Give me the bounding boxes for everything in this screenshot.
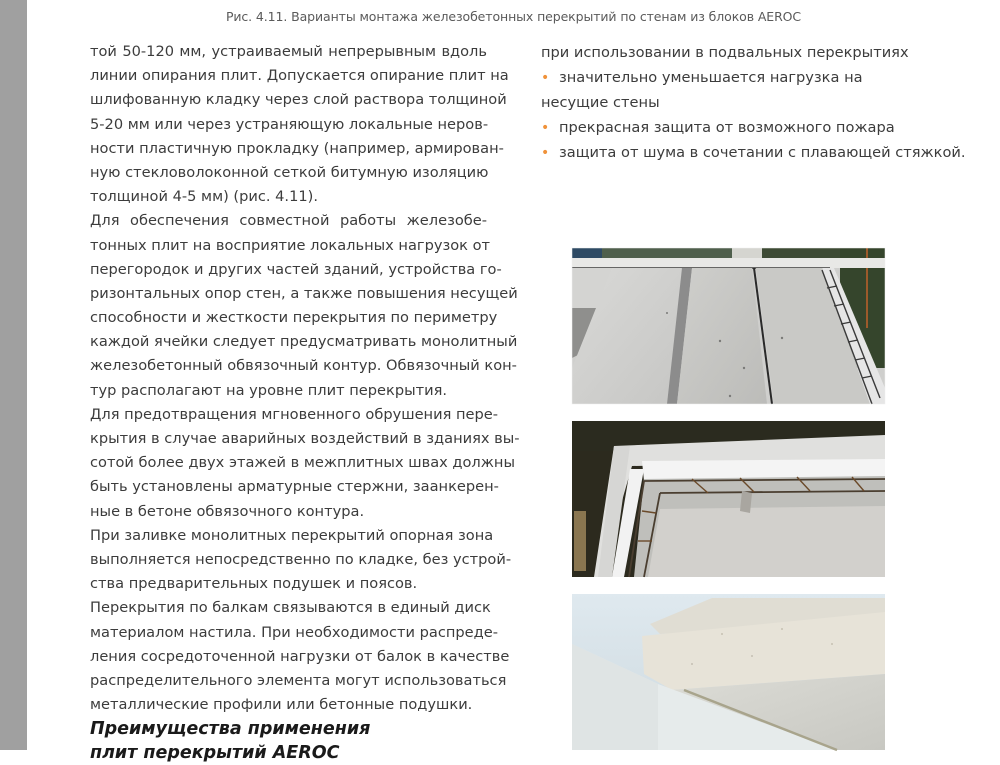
bullet-text: защита от шума в сочетании с плавающей стяжкой. bbox=[559, 144, 966, 161]
bullet-text: прекрасная защита от возможного пожара bbox=[559, 119, 895, 136]
text-line: ризонтальных опор стен, а также повышения несущей bbox=[90, 284, 518, 302]
paragraph-2 bbox=[90, 209, 518, 403]
document-page bbox=[27, 0, 1000, 764]
text-line bbox=[541, 40, 961, 65]
text-line: сотой более двух этажей в межплитных швах должны bbox=[90, 454, 515, 472]
text-line: железобетонный обвязочный контур. Обвязочный кон- bbox=[90, 357, 517, 375]
text-line: ную стекловолоконной сеткой битумную изоляцию bbox=[90, 163, 489, 181]
paragraph-4 bbox=[90, 524, 512, 597]
text-line: тур располагают на уровне плит перекрытия. bbox=[90, 381, 448, 399]
figure-caption: Рис. 4.11. Варианты монтажа железобетонных перекрытий по стенам из блоков AEROC bbox=[225, 9, 802, 24]
text-line: ления сосредоточенной нагрузки от балок в качестве bbox=[90, 647, 510, 665]
right-text-column bbox=[541, 40, 966, 165]
line-text: при использовании в подвальных перекрытиях bbox=[541, 44, 909, 61]
text-line: ства предварительных подушек и поясов. bbox=[90, 575, 418, 593]
text-line: линии опирания плит. Допускается опирание плит на bbox=[90, 67, 509, 85]
line-text: несущие стены bbox=[541, 94, 660, 111]
text-line: При заливке монолитных перекрытий опорная зона bbox=[90, 526, 494, 544]
text-line: перегородок и других частей зданий, устройства го- bbox=[90, 260, 502, 278]
text-line: Перекрытия по балкам связываются в единый диск bbox=[90, 599, 491, 617]
text-line: тонных плит на восприятие локальных нагрузок от bbox=[90, 236, 491, 254]
heading-line: Преимущества применения bbox=[90, 719, 371, 740]
bullet-icon: • bbox=[541, 120, 550, 136]
paragraph-1 bbox=[90, 40, 509, 209]
text-line: каждой ячейки следует предусматривать монолитный bbox=[90, 333, 518, 351]
paragraph-3 bbox=[90, 403, 520, 524]
text-line: 5-20 мм или через устраняющую локальные неров- bbox=[90, 115, 489, 133]
photo-bearing-image bbox=[572, 594, 885, 750]
paragraph-5 bbox=[90, 596, 510, 717]
bullet-item bbox=[541, 140, 966, 165]
left-text-column bbox=[90, 40, 520, 765]
text-line bbox=[541, 90, 961, 115]
text-line: металлические профили или бетонные подушки. bbox=[90, 696, 473, 714]
text-line: распределительного элемента могут использоваться bbox=[90, 671, 507, 689]
text-line: крытия в случае аварийных воздействий в зданиях вы- bbox=[90, 430, 520, 447]
text-line: выполняется непосредственно по кладке, без устрой- bbox=[90, 550, 512, 568]
text-line: ности пластичную прокладку (например, армирован- bbox=[90, 139, 504, 157]
text-line: той 50-120 мм, устраиваемый непрерывным вдоль bbox=[90, 43, 487, 60]
photo-slabs-on-walls bbox=[572, 248, 885, 404]
bullet-item bbox=[541, 115, 961, 140]
heading-line: плит перекрытий AEROC bbox=[90, 743, 340, 764]
bullet-icon: • bbox=[541, 70, 550, 86]
text-line: толщиной 4-5 мм) (рис. 4.11). bbox=[90, 188, 318, 206]
text-line: материалом настила. При необходимости распреде- bbox=[90, 623, 498, 641]
photo-rebar-corner bbox=[572, 421, 885, 577]
text-line: шлифованную кладку через слой раствора толщиной bbox=[90, 91, 507, 109]
photo-slab-bearing bbox=[572, 594, 885, 750]
text-line: Для предотвращения мгновенного обрушения пере- bbox=[90, 405, 499, 423]
text-line: способности и жесткости перекрытия по периметру bbox=[90, 309, 498, 327]
text-line: Для обеспечения совместной работы железобе- bbox=[90, 212, 487, 230]
bullet-item bbox=[541, 65, 961, 90]
photo-slabs-image bbox=[572, 248, 885, 404]
text-line: ные в бетоне обвязочного контура. bbox=[90, 502, 365, 520]
bullet-text: значительно уменьшается нагрузка на bbox=[559, 69, 863, 86]
section-heading bbox=[90, 717, 487, 765]
viewer-gutter bbox=[0, 0, 27, 750]
photo-rebar-image bbox=[572, 421, 885, 577]
bullet-icon: • bbox=[541, 145, 550, 161]
text-line: быть установлены арматурные стержни, заанкерен- bbox=[90, 478, 499, 496]
